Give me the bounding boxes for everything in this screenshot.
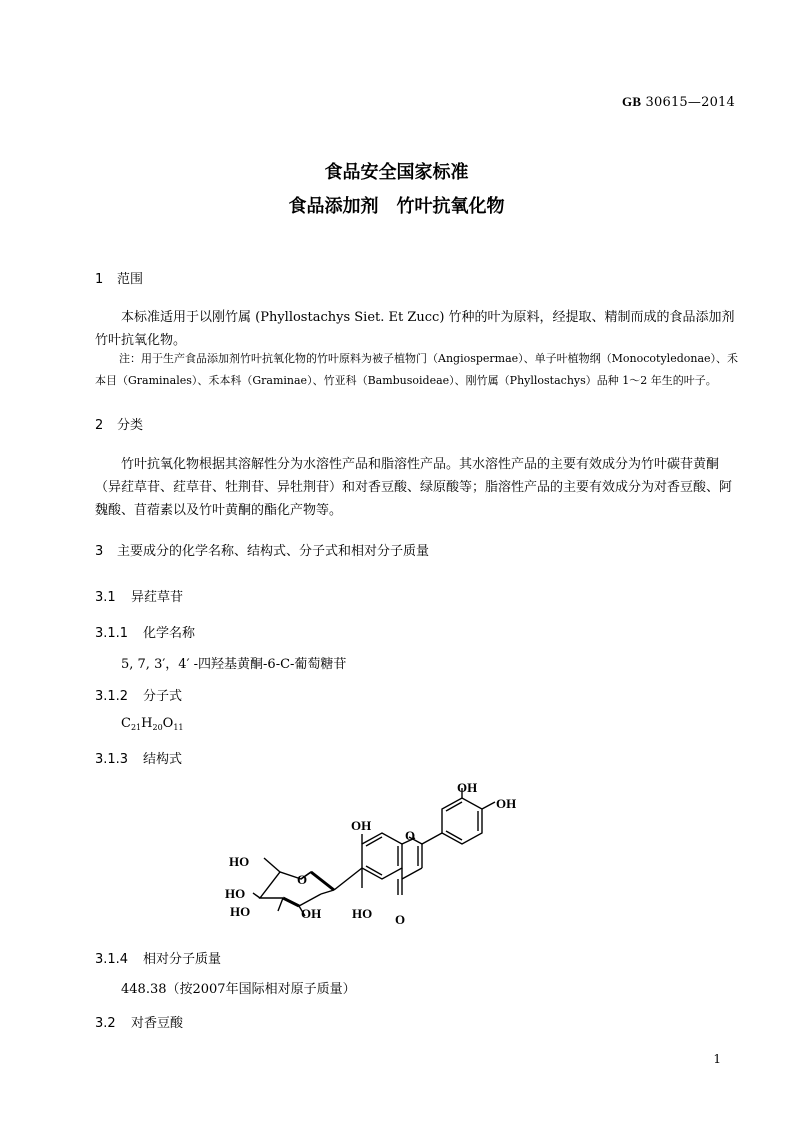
label-ring-o: O [405,828,416,843]
document-title-line2: 食品添加剂 竹叶抗氧化物 [288,196,505,217]
section-3-heading: 3 主要成分的化学名称、结构式、分子式和相对分子质量 [95,544,430,559]
label-oh-5: HO [352,906,373,921]
molecular-mass: 448.38（按2007年国际相对原子质量） [121,982,356,997]
label-ho-6: HO [229,854,250,869]
section-1-heading: 1 范围 [95,272,144,287]
section-3-1-3-heading: 3.1.3 结构式 [95,752,183,767]
page-number: 1 [713,1052,721,1066]
section-1-note: 注：用于生产食品添加剂竹叶抗氧化物的竹叶原料为被子植物门（Angiospermae）、单子叶植物纲（Monocotyledonae）、禾本目（Graminales）、禾本科（Graminae）、竹亚科（Bambusoideae）、刚竹属（Phyllostachys）品种 1～2 年生的叶子。 [95,352,739,387]
chemical-name: 5, 7, 3′，4′ -四羟基黄酮-6-C-葡萄糖苷 [121,657,347,672]
label-ho-3: HO [230,904,251,919]
label-ho-4: HO [225,886,246,901]
section-2-heading: 2 分类 [95,418,144,433]
section-3-1-heading: 3.1 异荭草苷 [95,590,184,605]
section-3-1-4-heading: 3.1.4 相对分子质量 [95,952,222,967]
label-sugar-o: O [297,872,308,887]
section-2-paragraph: 竹叶抗氧化物根据其溶解性分为水溶性产品和脂溶性产品。其水溶性产品的主要有效成分为竹叶碳苷黄酮（异荭草苷、荭草苷、牡荆苷、异牡荆苷）和对香豆酸、绿原酸等；脂溶性产品的主要有效成分为对香豆酸、阿魏酸、苜蓿素以及竹叶黄酮的酯化产物等。 [95,457,733,518]
label-oh-2: OH [301,906,322,921]
standard-number: GB 30615—2014 [622,94,735,110]
section-3-1-2-heading: 3.1.2 分子式 [95,689,183,704]
label-oh-4prime: OH [496,796,517,811]
section-1-paragraph: 本标准适用于以刚竹属 (Phyllostachys Siet. Et Zucc) 竹种的叶为原料，经提取、精制而成的食品添加剂竹叶抗氧化物。 [95,310,735,348]
section-3-2-heading: 3.2 对香豆酸 [95,1016,184,1031]
molecular-formula: $C_{21}H_{20}O_{11}$ [121,716,184,732]
label-oh-7: OH [351,818,372,833]
section-3-1-1-heading: 3.1.1 化学名称 [95,626,196,641]
label-oh-3prime: OH [457,780,478,795]
document-title-line1: 食品安全国家标准 [324,162,469,183]
label-keto-o: O [395,912,406,927]
structural-formula-diagram [225,776,525,928]
